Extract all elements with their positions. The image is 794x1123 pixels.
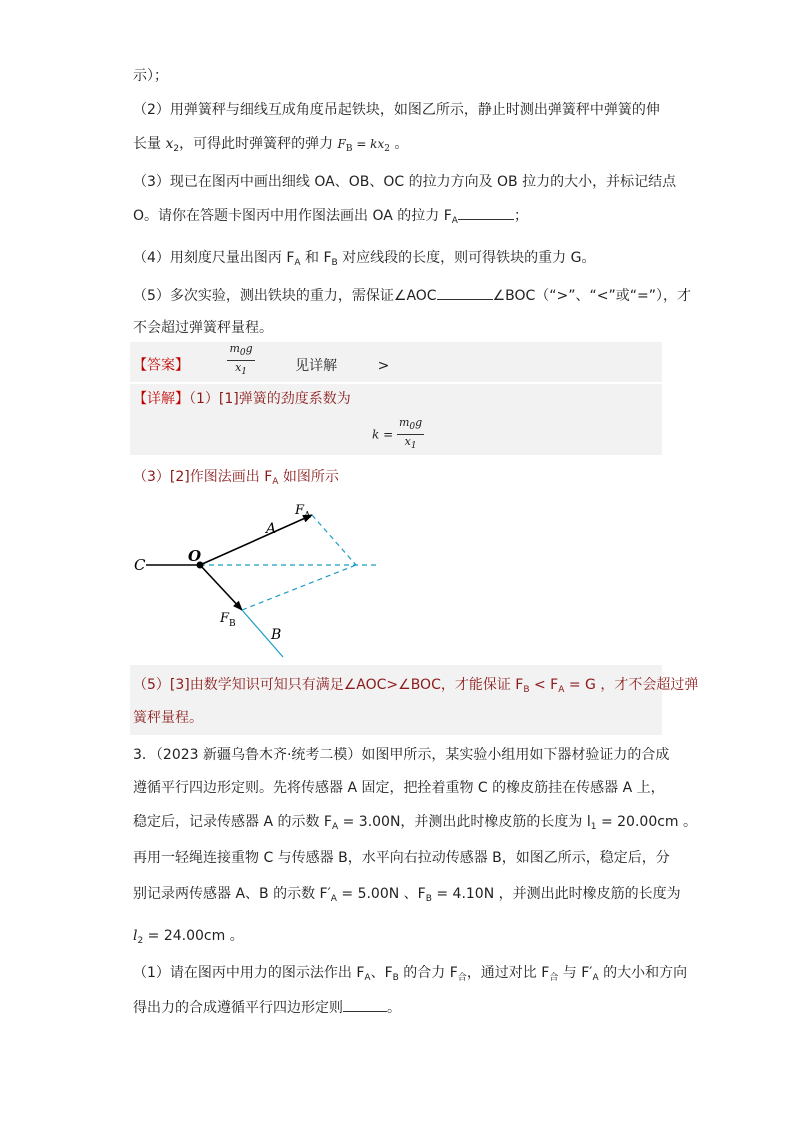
answer-label: 【答案】 <box>133 357 189 374</box>
detail-label: 【详解】 <box>133 391 189 407</box>
label-O: O <box>188 547 202 565</box>
step5-line1: （5）多次实验，测出铁块的重力，需保证∠AOC ∠BOC（“>”、“<”或“=”），才 <box>133 288 692 304</box>
q3-line1: 3．（2023 新疆乌鲁木齐·统考二模）如图甲所示，某实验小组用如下器材验证力的合成 <box>133 747 670 763</box>
label-C: C <box>134 556 146 574</box>
label-FB-sub: B <box>229 619 236 629</box>
q3-line4: 再用一轻绳连接重物 C 与传感器 B，水平向右拉动传感器 B，如图乙所示，稳定后，分 <box>133 850 670 866</box>
label-FA-sub: A <box>304 511 311 521</box>
dashed-FA-to-tip <box>312 515 356 565</box>
detail-formula: k = $\frac{m_0g}{x_1}$ <box>372 416 423 451</box>
step5-line2: 不会超过弹簧秤量程。 <box>133 320 273 336</box>
force-diagram <box>128 495 388 665</box>
label-B: B <box>271 627 282 643</box>
arrow-FB <box>200 565 242 610</box>
q3-line6: $l_2 = 24.00cm$ 。 <box>133 928 244 946</box>
q3-part1-line1: （1）请在图丙中用力的图示法作出 $F_A$、$F_B$ 的合力 $F_合$，通过对比 $F_合$ 与 $F'_A$ 的大小和方向 <box>133 965 688 983</box>
answer-blank <box>458 219 514 220</box>
step4-line: （4）用刻度尺量出图丙 $F_A$ 和 $F_B$ 对应线段的长度，则可得铁块的重力 G。 <box>133 250 596 268</box>
label-A: A <box>266 521 277 537</box>
q3-line3: 稳定后，记录传感器 A 的示数 $F_A = 3.00N$，并测出此时橡皮筋的长度为 $l_1 = 20.00cm$ 。 <box>133 814 698 832</box>
detail5-line1: （5）[3]由数学知识可知只有满足∠AOC>∠BOC，才能保证 $F_B < F_A = G$ ，才不会超过弹 <box>133 677 699 695</box>
q3-part1-line2: 得出力的合成遵循平行四边形定则 。 <box>133 1000 401 1016</box>
arrow-FA <box>200 515 312 565</box>
label-FB: F <box>220 611 230 626</box>
dashed-FB-to-tip <box>242 565 356 610</box>
answer-blank <box>343 1011 387 1012</box>
detail-line1: 【详解】（1）[1]弹簧的劲度系数为 <box>133 391 351 407</box>
q3-line2: 遵循平行四边形定则。先将传感器 A 固定，把拴着重物 C 的橡皮筋挂在传感器 A 上， <box>133 780 665 796</box>
step3-line1: （3）现已在图丙中画出细线 OA、OB、OC 的拉力方向及 OB 拉力的大小，并标记结点 <box>133 174 677 190</box>
step2-line1: （2）用弹簧秤与细线互成角度吊起铁块，如图乙所示，静止时测出弹簧秤中弹簧的伸 <box>133 102 660 118</box>
step2-line2: 长量 $x_2$，可得此时弹簧秤的弹力 $F_B = kx_2$ 。 <box>133 136 409 154</box>
answer-blank <box>437 299 493 300</box>
q3-line5: 别记录两传感器 A、B 的示数 $F'_A = 5.00N$ 、$F_B = 4.10N$ ，并测出此时橡皮筋的长度为 <box>133 886 681 904</box>
label-FA: F <box>295 503 305 518</box>
answer-fraction: $\frac{m_0g}{x_1}$ <box>229 342 253 377</box>
step3-line2: O。请你在答题卡图丙中用作图法画出 OA 的拉力 $F_A$ ； <box>133 208 528 226</box>
detail5-line2: 簧秤量程。 <box>133 710 203 726</box>
answer-line: 【答案】 $\frac{m_0g}{x_1}$ 见详解 > <box>133 342 390 377</box>
detail-line3: （3）[2]作图法画出 $F_A$ 如图所示 <box>133 469 339 487</box>
text-line: 示）； <box>133 68 168 84</box>
